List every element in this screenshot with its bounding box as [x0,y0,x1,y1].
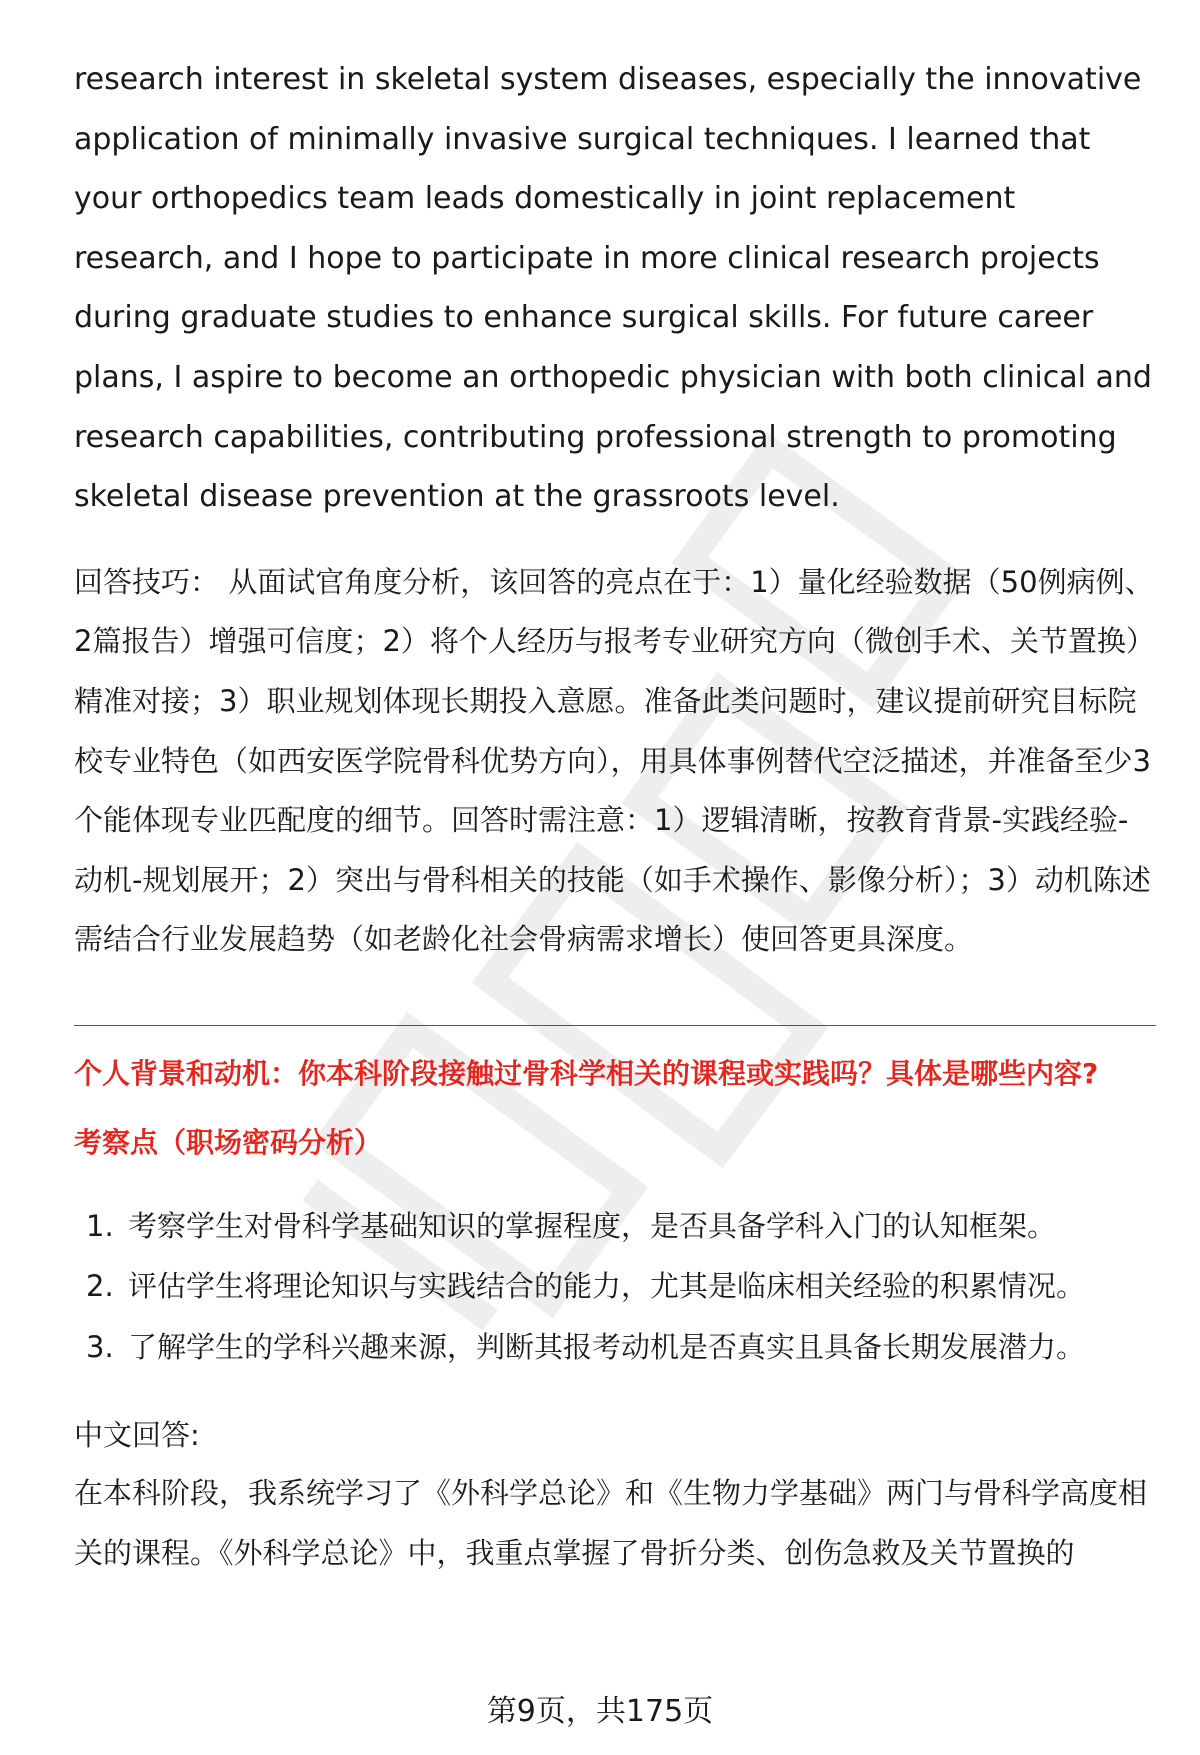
answer-text: 在本科阶段，我系统学习了《外科学总论》和《生物力学基础》两门与骨科学高度相关的课程。《外科学总论》中，我重点掌握了骨折分类、创伤急救及关节置换的 [74,1476,1148,1571]
list-item-number: 2. [86,1269,114,1304]
assessment-points-list [74,1196,1154,1378]
list-item-text: 考察学生对骨科学基础知识的掌握程度，是否具备学科入门的认知框架。 [128,1208,1057,1243]
list-item-number: 1. [86,1208,114,1243]
answer-label: 中文回答: [74,1418,200,1453]
page-footer: 第9页，共175页 [486,1694,714,1729]
answer-tips-paragraph: 回答技巧： 从面试官角度分析，该回答的亮点在于：1）量化经验数据（50例病例、2篇报告）增强可信度；2）将个人经历与报考专业研究方向（微创手术、关节置换）精准对接；3）职业规划体现长期投入意愿。准备此类问题时，建议提前研究目标院校专业特色（如西安医学院骨科优势方向），用具体事例替代空泛描述，并准备至少3个能体现专业匹配度的细节。回答时需注意：1）逻辑清晰，按教育背景-实践经验-动机-规划展开；2）突出与骨科相关的技能（如手术操作、影像分析）；3）动机陈述需结合行业发展趋势（如老龄化社会骨病需求增长）使回答更具深度。 [74,564,1154,957]
section-divider [74,1025,1156,1026]
list-item-number: 3. [86,1329,114,1364]
list-item-text: 了解学生的学科兴趣来源，判断其报考动机是否真实且具备长期发展潜力。 [128,1329,1086,1364]
question-title: 个人背景和动机：你本科阶段接触过骨科学相关的课程或实践吗？具体是哪些内容? [74,1056,1099,1090]
assessment-heading: 考察点（职场密码分析） [74,1125,383,1159]
intro-paragraph: research interest in skeletal system diseases, especially the innovative application of minimally invasive surgical techniques. I learned that your orthopedics team leads domestically in joint replacement research, and I hope to participate in more clinical research projects during graduate studies to enhance surgical skills. For future career plans, I aspire to become an orthopedic physician with both clinical and research capabilities, contributing professional strength to promoting skeletal disease prevention at the grassroots level. [74,62,1152,515]
list-item [74,1317,1154,1378]
list-item [74,1256,1154,1317]
document-page [74,50,1154,1583]
list-item-text: 评估学生将理论知识与实践结合的能力，尤其是临床相关经验的积累情况。 [128,1269,1086,1304]
list-item [74,1196,1154,1257]
